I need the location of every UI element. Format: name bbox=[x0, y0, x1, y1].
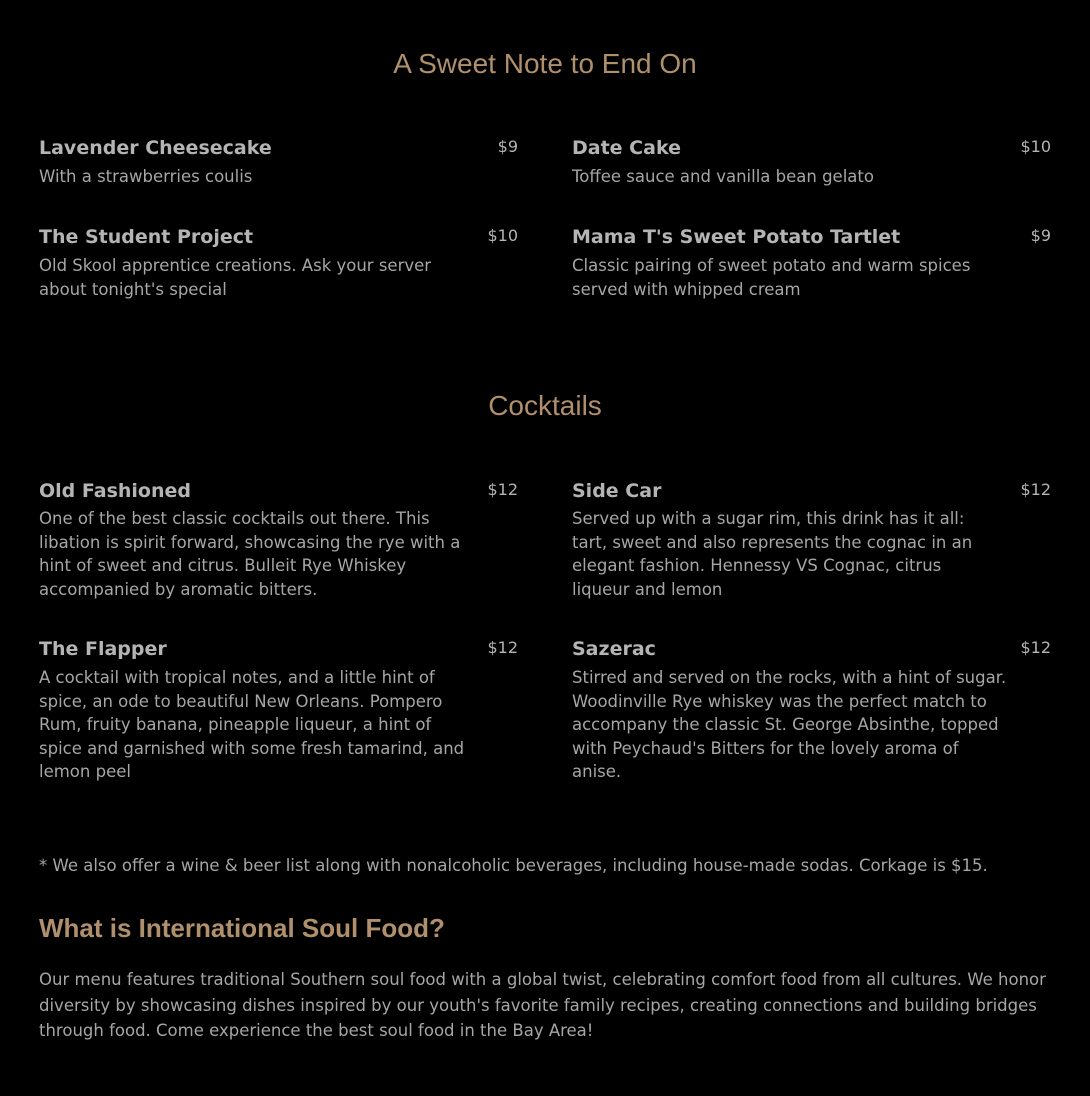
menu-item-description: Classic pairing of sweet potato and warm spices served with whipped cream bbox=[572, 256, 971, 299]
cocktails-section-title: Cocktails bbox=[488, 390, 602, 421]
menu-item-description: One of the best classic cocktails out there. This libation is spirit forward, showcasing the rye with a hint of sweet and citrus. Bulleit Rye Whiskey accompanied by aromatic bitters. bbox=[39, 509, 461, 599]
menu-item-name: The Flapper bbox=[39, 638, 167, 660]
menu-item-description: With a strawberries coulis bbox=[39, 167, 253, 186]
menu-item-name: Lavender Cheesecake bbox=[39, 137, 272, 159]
menu-item-name: Old Fashioned bbox=[39, 480, 191, 502]
menu-item-name: Date Cake bbox=[572, 137, 681, 159]
desserts-section-title: A Sweet Note to End On bbox=[393, 48, 697, 79]
menu-item-price: $12 bbox=[1020, 638, 1051, 657]
beverage-footnote: * We also offer a wine & beer list along with nonalcoholic beverages, including house-made sodas. Corkage is $15. bbox=[39, 856, 988, 875]
menu-item-price: $12 bbox=[487, 638, 518, 657]
about-text: Our menu features traditional Southern soul food with a global twist, celebrating comfort food from all cultures. We honor diversity by showcasing dishes inspired by our youth's favorite family recipes, creating connections and building bridges through food. Come experience the best soul food in the Bay Area! bbox=[39, 970, 1046, 1040]
menu-item-name: Side Car bbox=[572, 480, 662, 502]
menu-item-name: The Student Project bbox=[39, 226, 254, 248]
menu-item-description: Served up with a sugar rim, this drink has it all: tart, sweet and also represents the cognac in an elegant fashion. Hennessy VS Cognac, citrus liqueur and lemon bbox=[572, 509, 973, 599]
about-heading: What is International Soul Food? bbox=[39, 913, 445, 943]
menu-item-price: $10 bbox=[487, 226, 518, 245]
menu-item-price: $12 bbox=[1020, 480, 1051, 499]
menu-item-name: Mama T's Sweet Potato Tartlet bbox=[572, 226, 901, 248]
menu-item-price: $10 bbox=[1020, 137, 1051, 156]
menu-item-description: Toffee sauce and vanilla bean gelato bbox=[572, 167, 874, 186]
menu-item-description: Old Skool apprentice creations. Ask your server about tonight's special bbox=[39, 256, 432, 299]
menu-item-price: $12 bbox=[487, 480, 518, 499]
menu-item-price: $9 bbox=[497, 137, 518, 156]
menu-item-description: Stirred and served on the rocks, with a hint of sugar. Woodinville Rye whiskey was the perfect match to accompany the classic St. George Absinthe, topped with Peychaud's Bitters for the lovely aroma of anise. bbox=[572, 668, 1007, 781]
menu-item-description: A cocktail with tropical notes, and a little hint of spice, an ode to beautiful New Orleans. Pompero Rum, fruity banana, pineapple liqueur, a hint of spice and garnished with some fresh tamarind, and lemon peel bbox=[39, 668, 465, 781]
menu-item-name: Sazerac bbox=[572, 638, 656, 660]
menu-item-price: $9 bbox=[1030, 226, 1051, 245]
